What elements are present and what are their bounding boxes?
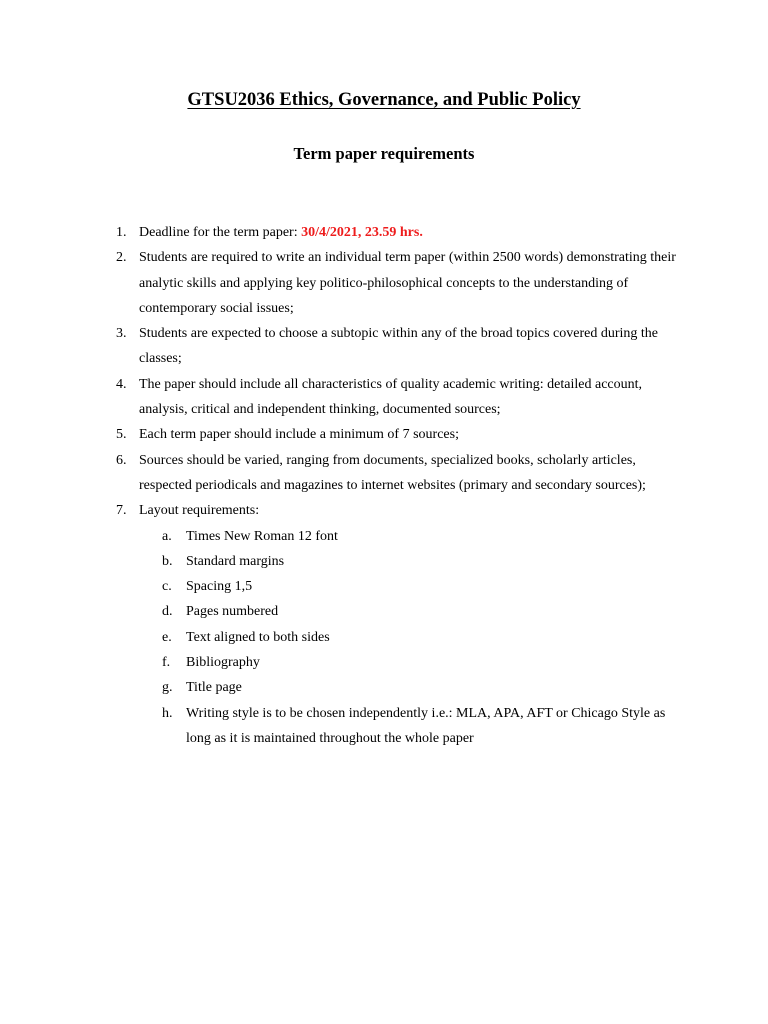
sub-item-letter: d. [162,604,173,620]
requirement-item-academic-writing [0,372,768,423]
requirement-text: Students are expected to choose a subtopic within any of the broad topics covered during the classes; [139,326,659,367]
layout-item-margins [139,549,688,574]
sub-item-letter: f. [162,655,171,671]
sub-item-text: Spacing 1,5 [186,579,253,595]
sub-item-letter: e. [162,629,172,645]
layout-requirements-list [139,524,688,752]
document-title: GTSU2036 Ethics, Governance, and Public Policy [187,90,581,110]
requirement-number: 3. [116,326,127,342]
sub-item-letter: g. [162,680,173,696]
requirement-number: 6. [116,452,127,468]
sub-item-letter: c. [162,579,172,595]
layout-item-page-numbers [139,599,688,624]
sub-item-text: Standard margins [186,553,285,569]
requirements-list [0,220,768,751]
layout-item-spacing [139,574,688,599]
requirement-number: 7. [116,503,127,519]
requirement-text: Each term paper should include a minimum of 7 sources; [139,427,459,443]
requirement-item-minimum-sources [0,422,768,447]
requirement-number: 2. [116,250,127,266]
document-subtitle: Term paper requirements [293,144,475,163]
requirement-item-subtopic [0,321,768,372]
requirement-text: The paper should include all characteristics of quality academic writing: detailed account, analysis, critical and independent thinking, documented sources; [139,376,643,418]
requirement-item-layout [0,498,768,751]
requirement-item-varied-sources [0,448,768,499]
requirement-item-individual-paper [0,245,768,321]
layout-item-writing-style [139,701,688,752]
requirement-text: Deadline for the term paper: [139,225,302,240]
layout-item-font [139,524,688,549]
sub-item-text: Times New Roman 12 font [186,528,338,544]
sub-item-text: Writing style is to be chosen independently i.e.: MLA, APA, AFT or Chicago Style as long as it is maintained throughout the whole paper [186,705,666,746]
sub-item-letter: a. [162,528,172,544]
requirement-text: Students are required to write an individual term paper (within 2500 words) demonstrating their analytic skills and applying key politico-philosophical concepts to the understanding of contemporary social issues; [139,250,676,316]
sub-item-letter: h. [162,705,173,721]
requirement-number: 1. [116,225,127,240]
requirement-item-deadline [0,220,768,245]
requirement-text: Sources should be varied, ranging from documents, specialized books, scholarly articles, respected periodicals and magazines to internet websites (primary and secondary sources); [139,452,646,493]
requirement-number: 4. [116,376,127,392]
sub-item-text: Bibliography [186,655,260,671]
deadline-highlight: 30/4/2021, 23.59 hrs. [301,225,423,240]
requirement-text: Layout requirements: [139,503,260,519]
layout-item-bibliography [139,650,688,675]
requirement-number: 5. [116,427,127,443]
layout-item-alignment [139,625,688,650]
sub-item-text: Pages numbered [186,604,279,620]
sub-item-text: Text aligned to both sides [186,629,330,645]
sub-item-letter: b. [162,553,173,569]
layout-item-title-page [139,675,688,700]
sub-item-text: Title page [186,680,242,696]
